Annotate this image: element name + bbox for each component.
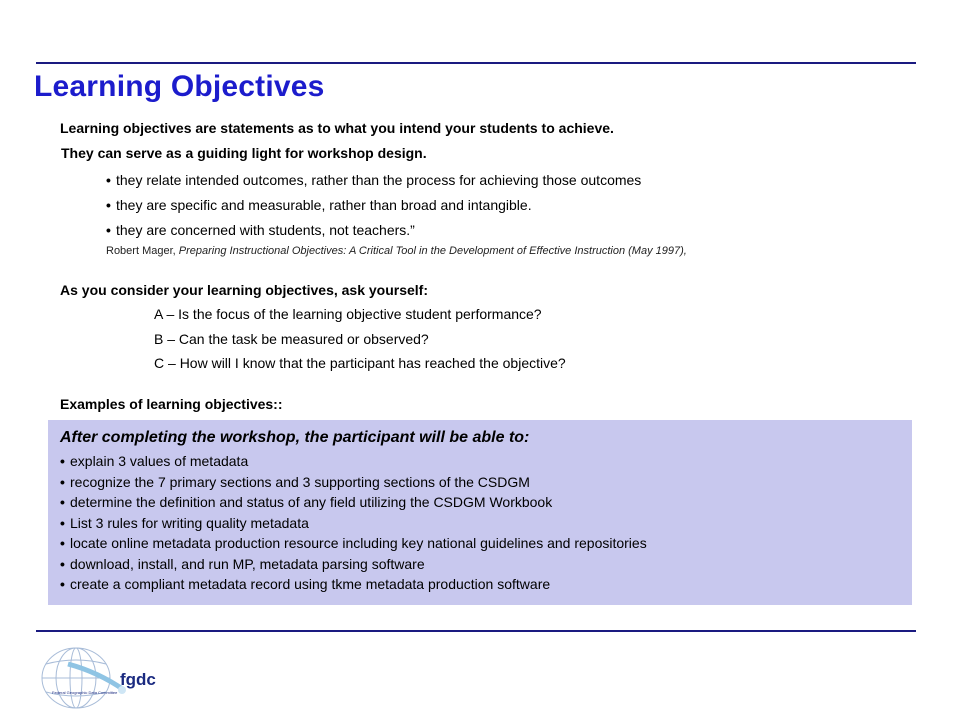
- consider-heading: As you consider your learning objectives, ask yourself:: [60, 282, 429, 298]
- examples-box-heading: After completing the workshop, the participant will be able to:: [60, 429, 530, 446]
- page-title: Learning Objectives: [34, 70, 325, 103]
- list-item: A – Is the focus of the learning objective student performance?: [154, 306, 542, 322]
- list-item: • locate online metadata production resource including key national guidelines and repositories: [60, 535, 647, 551]
- list-item: • they relate intended outcomes, rather than the process for achieving those outcomes: [106, 172, 642, 188]
- bullet-icon: •: [60, 535, 65, 551]
- list-item: • recognize the 7 primary sections and 3 supporting sections of the CSDGM: [60, 473, 530, 490]
- list-item: • explain 3 values of metadata: [60, 453, 249, 469]
- examples-list: [60, 453, 912, 597]
- bullet-icon: •: [60, 494, 65, 510]
- examples-box: [48, 420, 912, 605]
- list-item: • create a compliant metadata record using tkme metadata production software: [60, 576, 551, 592]
- bullet-icon: •: [60, 473, 65, 490]
- examples-heading: Examples of learning objectives::: [60, 396, 283, 412]
- citation-work: Preparing Instructional Objectives: A Critical Tool in the Development of Effective Instruction (May 1997),: [178, 245, 687, 257]
- questions-list: [154, 306, 566, 380]
- logo-subtext: Federal Geographic Data Committee: [52, 690, 118, 695]
- list-item: B – Can the task be measured or observed?: [154, 330, 429, 347]
- bullet-icon: •: [60, 514, 65, 531]
- intro: [60, 120, 920, 170]
- intro-line-2: They can serve as a guiding light for workshop design.: [61, 145, 427, 161]
- fgdc-logo: [28, 634, 178, 714]
- citation-author: Robert Mager,: [106, 245, 179, 257]
- bullet-icon: •: [106, 222, 111, 238]
- top-divider: [36, 62, 916, 64]
- bottom-divider: [36, 630, 916, 632]
- bullet-icon: •: [60, 555, 65, 572]
- list-item: • determine the definition and status of any field utilizing the CSDGM Workbook: [60, 494, 553, 510]
- citation: [106, 245, 687, 257]
- bullet-icon: •: [60, 576, 65, 592]
- list-item: • List 3 rules for writing quality metadata: [60, 514, 309, 531]
- bullet-icon: •: [106, 197, 111, 213]
- question-letter: B: [154, 330, 164, 347]
- list-item: C – How will I know that the participant has reached the objective?: [154, 355, 566, 371]
- list-item: • they are specific and measurable, rather than broad and intangible.: [106, 197, 532, 213]
- bullet-icon: •: [60, 453, 65, 469]
- characteristics-list: [106, 172, 906, 247]
- question-letter: C: [154, 355, 165, 371]
- list-item: • they are concerned with students, not teachers.”: [106, 222, 415, 238]
- intro-line-1: Learning objectives are statements as to what you intend your students to achieve.: [60, 120, 614, 136]
- list-item: • download, install, and run MP, metadata parsing software: [60, 555, 425, 572]
- logo-wordmark: fgdc: [120, 670, 156, 689]
- question-letter: A: [154, 306, 163, 322]
- bullet-icon: •: [106, 172, 111, 188]
